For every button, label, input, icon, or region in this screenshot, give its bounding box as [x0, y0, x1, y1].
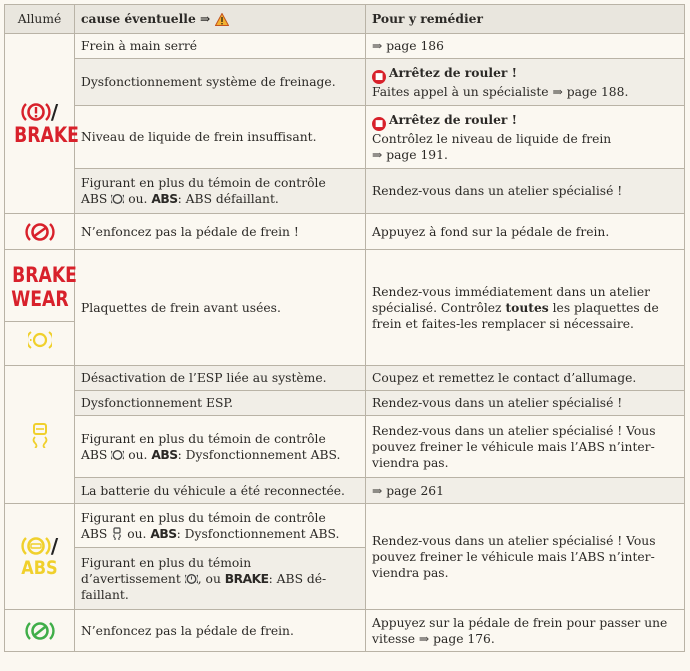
remedy-text: Faites appel à un spécialiste ⇒ page 188. [372, 84, 629, 99]
header-cause-label: cause éventuelle ⇒ [81, 11, 211, 26]
cause-text: : Dysfonctionnement ABS. [176, 526, 340, 541]
header-allume: Allumé [5, 5, 75, 34]
cause-cell: N’enfoncez pas la pédale de frein ! [75, 214, 366, 250]
cause-text: ou. [128, 447, 148, 462]
cause-cell: Dysfonctionnement système de freinage. [75, 59, 366, 106]
cause-text: ou. [128, 192, 148, 206]
brake-wear-icon-cell [5, 250, 75, 366]
cause-cell: La batterie du véhicule a été reconnectée. [75, 478, 366, 504]
cause-text: Figurant en plus du témoin de contrôle [81, 510, 326, 525]
remedy-text: Contrôlez le niveau de liquide de frein [372, 131, 612, 146]
remedy-text: les plaquettes de frein et faites-les remplacer si nécessaire. [372, 300, 659, 331]
esp-skid-icon [28, 422, 52, 448]
abs-text-icon: ABS [151, 447, 178, 462]
cause-cell [75, 504, 366, 548]
header-cause [75, 5, 366, 34]
cause-text: : ABS dé- [268, 571, 327, 586]
remedy-cell: Rendez-vous dans un atelier spécialisé ! [366, 169, 685, 214]
cause-text: ABS [81, 192, 108, 206]
press-brake-pedal-icon [25, 620, 55, 642]
warning-triangle-icon [215, 13, 229, 26]
table-row [5, 214, 685, 250]
abs-circle-icon [111, 193, 124, 205]
remedy-cell: Appuyez à fond sur la pédale de frein. [366, 214, 685, 250]
remedy-cell: Rendez-vous dans un atelier spécialisé ! [366, 391, 685, 416]
brake-warning-icon [21, 101, 51, 123]
cause-cell: Niveau de liquide de frein insuffisant. [75, 106, 366, 169]
table-row [5, 391, 685, 416]
cause-cell [75, 416, 366, 478]
abs-text-icon: ABS [151, 192, 178, 206]
cause-cell: Frein à main serré [75, 34, 366, 59]
cause-text: Figurant en plus du témoin [81, 555, 252, 570]
cause-text: d’avertissement [81, 571, 181, 586]
remedy-text: ⇒ page 191. [372, 147, 448, 162]
stop-icon: ■ [372, 70, 386, 84]
cause-cell: N’enfoncez pas la pédale de frein. [75, 610, 366, 652]
table-row [5, 34, 685, 59]
cause-cell [75, 548, 366, 610]
pedal-icon-cell [5, 214, 75, 250]
table-row [5, 610, 685, 652]
stop-label: Arrêtez de rouler ! [389, 111, 518, 127]
warning-lights-table [4, 4, 685, 652]
cause-text: ABS [81, 447, 108, 462]
cause-text: Figurant en plus du témoin de contrôle [81, 431, 326, 446]
remedy-cell: ⇒ page 261 [366, 478, 685, 504]
cause-cell: Dysfonctionnement ESP. [75, 391, 366, 416]
abs-text-icon: ABS [21, 556, 58, 579]
brake-wear-text-icon: WEAR [11, 287, 69, 311]
cause-cell: Plaquettes de frein avant usées. [75, 250, 366, 366]
remedy-bold: toutes [505, 299, 549, 315]
slash-separator: / [50, 99, 59, 124]
cause-text: , ou [197, 571, 221, 586]
table-row [5, 106, 685, 169]
remedy-cell: Appuyez sur la pédale de frein pour passer une vitesse ⇒ page 176. [366, 610, 685, 652]
cause-text: faillant. [81, 587, 129, 602]
brake-circle-icon [185, 573, 198, 585]
table-row [5, 366, 685, 391]
esp-skid-small-icon [111, 527, 123, 540]
remedy-cell [366, 106, 685, 169]
cause-text: : Dysfonctionnement ABS. [177, 447, 341, 462]
remedy-cell: ⇒ page 186 [366, 34, 685, 59]
cause-text: Figurant en plus du témoin de contrôle [81, 176, 326, 190]
remedy-cell: Coupez et remettez le contact d’allumage. [366, 366, 685, 391]
cause-text: : ABS défaillant. [177, 192, 279, 206]
table-row [5, 478, 685, 504]
remedy-cell [366, 250, 685, 366]
slash-separator: / [50, 533, 59, 558]
cause-cell [75, 169, 366, 214]
brake-pedal-warning-icon [25, 221, 55, 243]
brake-text-icon: BRAKE [14, 122, 79, 147]
cause-text: ABS [81, 526, 108, 541]
brake-wear-text-icon: BRAKE [12, 263, 77, 287]
remedy-text: Rendez-vous immédiatement dans un atelier spécialisé. Contrôlez [372, 284, 650, 315]
cause-text: ou. [127, 526, 147, 541]
brake-text-icon: BRAKE [224, 571, 269, 586]
table-row [5, 59, 685, 106]
brake-icon-cell [5, 34, 79, 214]
remedy-cell: Rendez-vous dans un atelier spécialisé ! Vous pouvez freiner le véhicule mais l’ABS n’inter-viendra pas. [366, 416, 685, 478]
abs-text-icon: ABS [150, 526, 177, 541]
stop-icon: ■ [372, 117, 386, 131]
stop-label: Arrêtez de rouler ! [389, 64, 518, 80]
brake-pad-icon [28, 330, 52, 350]
esp-icon-cell [5, 366, 75, 504]
table-row [5, 250, 685, 366]
remedy-cell: Rendez-vous dans un atelier spécialisé ! Vous pouvez freiner le véhicule mais l’ABS n’inter-viendra pas. [366, 504, 685, 610]
cause-cell: Désactivation de l’ESP liée au système. [75, 366, 366, 391]
abs-circle-icon [111, 449, 124, 461]
table-row [5, 504, 685, 548]
abs-icon-cell [5, 504, 75, 610]
remedy-cell [366, 59, 685, 106]
abs-warning-icon [21, 535, 51, 557]
header-row [5, 5, 685, 34]
table-row [5, 169, 685, 214]
table-row [5, 416, 685, 478]
green-pedal-icon-cell [5, 610, 75, 652]
header-remedy: Pour y remédier [366, 5, 685, 34]
